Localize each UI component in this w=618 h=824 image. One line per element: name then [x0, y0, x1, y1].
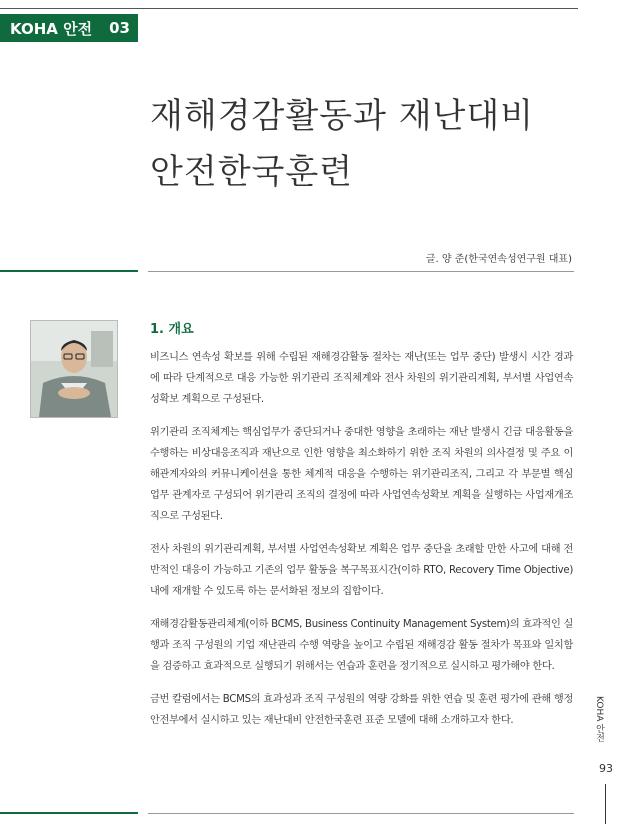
byline: 글. 양 준(한국연속성연구원 대표)	[425, 254, 572, 265]
section-number: 03	[109, 19, 130, 37]
page-number-rule	[605, 784, 606, 824]
author-photo	[30, 320, 118, 418]
bottom-rule	[148, 813, 574, 814]
section-badge	[0, 14, 138, 42]
title-line-2: 안전한국훈련	[150, 152, 354, 192]
paragraph-2: 위기관리 조직체계는 핵심업무가 중단되거나 중대한 영향을 초래하는 재난 발생시 긴급 대응활동을 수행하는 비상대응조직과 재난으로 인한 영향을 최소화하기 위한 조직 차원의 의사결정 및 주요 이해관계자와의 커뮤니케이션을 통한 체계적 대응을 수행하는 위기관리조직, 그리고 각 부문별 핵심업무 관계자로 구성되어 위기관리 조직의 결정에 따라 사업연속성확보 계획을 실행하는 사업재개조직으로 구성된다.	[150, 427, 573, 522]
article-body	[150, 318, 573, 743]
author-portrait-icon	[31, 321, 117, 417]
right-rule	[148, 271, 574, 272]
paragraph-4: 재해경감활동관리체계(이하 BCMS, Business Continuity Management System)의 효과적인 실행과 조직 구성원의 기업 재난관리 수행 역량을 높이고 수립된 재해경감 활동 절차가 목표와 일치함을 검증하고 효과적으로 실행되기 위해서는 연습과 훈련을 정기적으로 실시하고 평가해야 한다.	[150, 619, 573, 672]
side-section-label: KOHA 안전	[594, 696, 604, 743]
paragraph-5: 금번 칼럼에서는 BCMS의 효과성과 조직 구성원의 역량 강화를 위한 연습 및 훈련 평가에 관해 행정안전부에서 실시하고 있는 재난대비 안전한국훈련 표준 모델에 대해 소개하고자 한다.	[150, 694, 573, 726]
page-number: 93	[599, 762, 613, 775]
section-heading: 1. 개요	[150, 322, 194, 337]
section-label: KOHA 안전	[10, 19, 93, 38]
top-rule	[0, 8, 578, 9]
left-accent-rule	[0, 270, 138, 272]
bottom-accent-rule	[0, 812, 138, 814]
paragraph-3: 전사 차원의 위기관리계획, 부서별 사업연속성확보 계획은 업무 중단을 초래할 만한 사고에 대해 전반적인 대응이 가능하고 기존의 업무 활동을 복구목표시간(이하 RTO, Recovery Time Objective) 내에 재개할 수 있도록 하는 문서화된 정보의 집합이다.	[150, 544, 573, 597]
title-line-1: 재해경감활동과 재난대비	[150, 96, 535, 136]
article-title	[150, 88, 580, 200]
paragraph-1: 비즈니스 연속성 확보를 위해 수립된 재해경감활동 절차는 재난(또는 업무 중단) 발생시 시간 경과에 따라 단계적으로 대응 가능한 위기관리 조직체계와 전사 차원의 위기관리계획, 부서별 사업연속성확보 계획으로 구성된다.	[150, 352, 573, 405]
